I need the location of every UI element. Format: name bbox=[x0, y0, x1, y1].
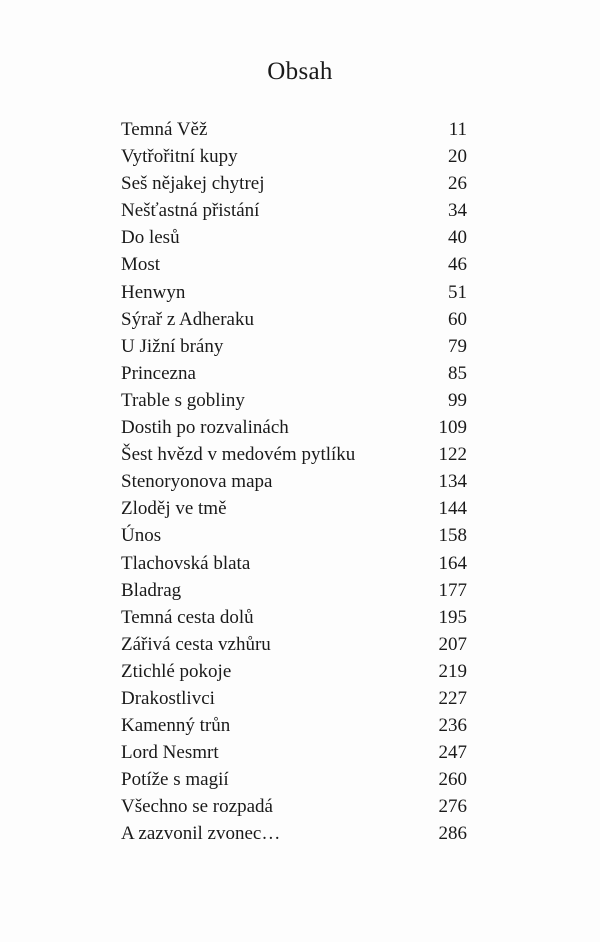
toc-entry bbox=[121, 766, 467, 793]
toc-entry-title: Ztichlé pokoje bbox=[121, 660, 232, 682]
toc-entry-page-number: 11 bbox=[448, 119, 467, 140]
toc-entry-page-number: 236 bbox=[438, 715, 467, 737]
toc-entry-title: Dostih po rozvalinách bbox=[121, 417, 289, 439]
toc-entry-title: Temná Věž bbox=[121, 119, 208, 140]
toc-entry-title: Princezna bbox=[121, 362, 196, 384]
toc-entry bbox=[121, 251, 467, 278]
toc-entry-title: Henwyn bbox=[121, 281, 186, 303]
toc-entry-page-number: 79 bbox=[448, 335, 467, 357]
toc-entry bbox=[121, 224, 467, 251]
toc-entry-title: Šest hvězd v medovém pytlíku bbox=[121, 444, 356, 466]
toc-entry-title: Vytřořitní kupy bbox=[121, 146, 238, 168]
toc-entry-title: Do lesů bbox=[121, 227, 180, 249]
toc-entry-page-number: 144 bbox=[438, 498, 467, 520]
toc-entry-title: Kamenný trůn bbox=[121, 715, 231, 737]
toc-entry-title: Potíže s magií bbox=[121, 769, 229, 791]
toc-entry bbox=[121, 495, 467, 522]
toc-entry-title: Nešťastná přistání bbox=[121, 200, 260, 222]
toc-entry-title: Bladrag bbox=[121, 579, 182, 601]
toc-entry-page-number: 207 bbox=[438, 633, 467, 655]
toc-entry-page-number: 122 bbox=[438, 444, 467, 466]
toc-entry bbox=[121, 468, 467, 495]
toc-entry-page-number: 46 bbox=[448, 254, 467, 276]
toc-entry bbox=[121, 577, 467, 604]
toc-entry-page-number: 195 bbox=[438, 606, 467, 628]
toc-entry-title: Zářivá cesta vzhůru bbox=[121, 633, 271, 655]
toc-entry bbox=[121, 387, 467, 414]
toc-entry bbox=[121, 522, 467, 549]
toc-entry-page-number: 164 bbox=[438, 552, 467, 574]
toc-entry-title: Most bbox=[121, 254, 161, 276]
toc-entry-page-number: 85 bbox=[448, 362, 467, 384]
table-of-contents bbox=[121, 116, 467, 848]
toc-entry bbox=[121, 631, 467, 658]
toc-entry bbox=[121, 306, 467, 333]
toc-entry-title: U Jižní brány bbox=[121, 335, 224, 357]
toc-entry bbox=[121, 820, 467, 847]
toc-entry bbox=[121, 279, 467, 306]
toc-entry-page-number: 134 bbox=[438, 471, 467, 493]
toc-entry bbox=[121, 170, 467, 197]
toc-entry-title: Seš nějakej chytrej bbox=[121, 173, 265, 195]
toc-entry-page-number: 20 bbox=[448, 146, 467, 168]
toc-entry bbox=[121, 712, 467, 739]
toc-entry-page-number: 34 bbox=[448, 200, 467, 222]
toc-entry bbox=[121, 360, 467, 387]
page-title: Obsah bbox=[267, 58, 333, 85]
toc-entry-page-number: 227 bbox=[438, 687, 467, 709]
toc-entry-title: Temná cesta dolů bbox=[121, 606, 254, 628]
toc-entry-title: Lord Nesmrt bbox=[121, 742, 219, 764]
toc-entry-page-number: 286 bbox=[438, 823, 467, 845]
toc-entry-title: Tlachovská blata bbox=[121, 552, 251, 574]
toc-entry bbox=[121, 441, 467, 468]
toc-entry-page-number: 51 bbox=[448, 281, 467, 303]
toc-entry bbox=[121, 685, 467, 712]
toc-entry bbox=[121, 333, 467, 360]
toc-entry bbox=[121, 739, 467, 766]
toc-entry-page-number: 26 bbox=[448, 173, 467, 195]
toc-entry bbox=[121, 116, 467, 143]
toc-entry-title: Všechno se rozpadá bbox=[121, 796, 273, 818]
toc-entry-title: Zloděj ve tmě bbox=[121, 498, 227, 520]
toc-entry-page-number: 60 bbox=[448, 308, 467, 330]
toc-entry-page-number: 219 bbox=[438, 660, 467, 682]
toc-entry-title: Sýrař z Adheraku bbox=[121, 308, 254, 330]
toc-entry bbox=[121, 143, 467, 170]
toc-entry bbox=[121, 604, 467, 631]
toc-entry-page-number: 177 bbox=[438, 579, 467, 601]
toc-entry bbox=[121, 414, 467, 441]
toc-entry-title: A zazvonil zvonec… bbox=[121, 823, 281, 845]
toc-entry-page-number: 40 bbox=[448, 227, 467, 249]
toc-entry-page-number: 260 bbox=[438, 769, 467, 791]
toc-entry bbox=[121, 197, 467, 224]
toc-entry-title: Únos bbox=[121, 525, 162, 547]
toc-entry-page-number: 99 bbox=[448, 389, 467, 411]
toc-entry bbox=[121, 658, 467, 685]
toc-entry-page-number: 158 bbox=[438, 525, 467, 547]
toc-entry-page-number: 109 bbox=[438, 417, 467, 439]
toc-entry-title: Drakostlivci bbox=[121, 687, 215, 709]
toc-entry-title: Stenoryonova mapa bbox=[121, 471, 273, 493]
toc-entry bbox=[121, 550, 467, 577]
toc-entry-title: Trable s gobliny bbox=[121, 389, 245, 411]
toc-entry-page-number: 247 bbox=[438, 742, 467, 764]
toc-entry-page-number: 276 bbox=[438, 796, 467, 818]
toc-entry bbox=[121, 793, 467, 820]
